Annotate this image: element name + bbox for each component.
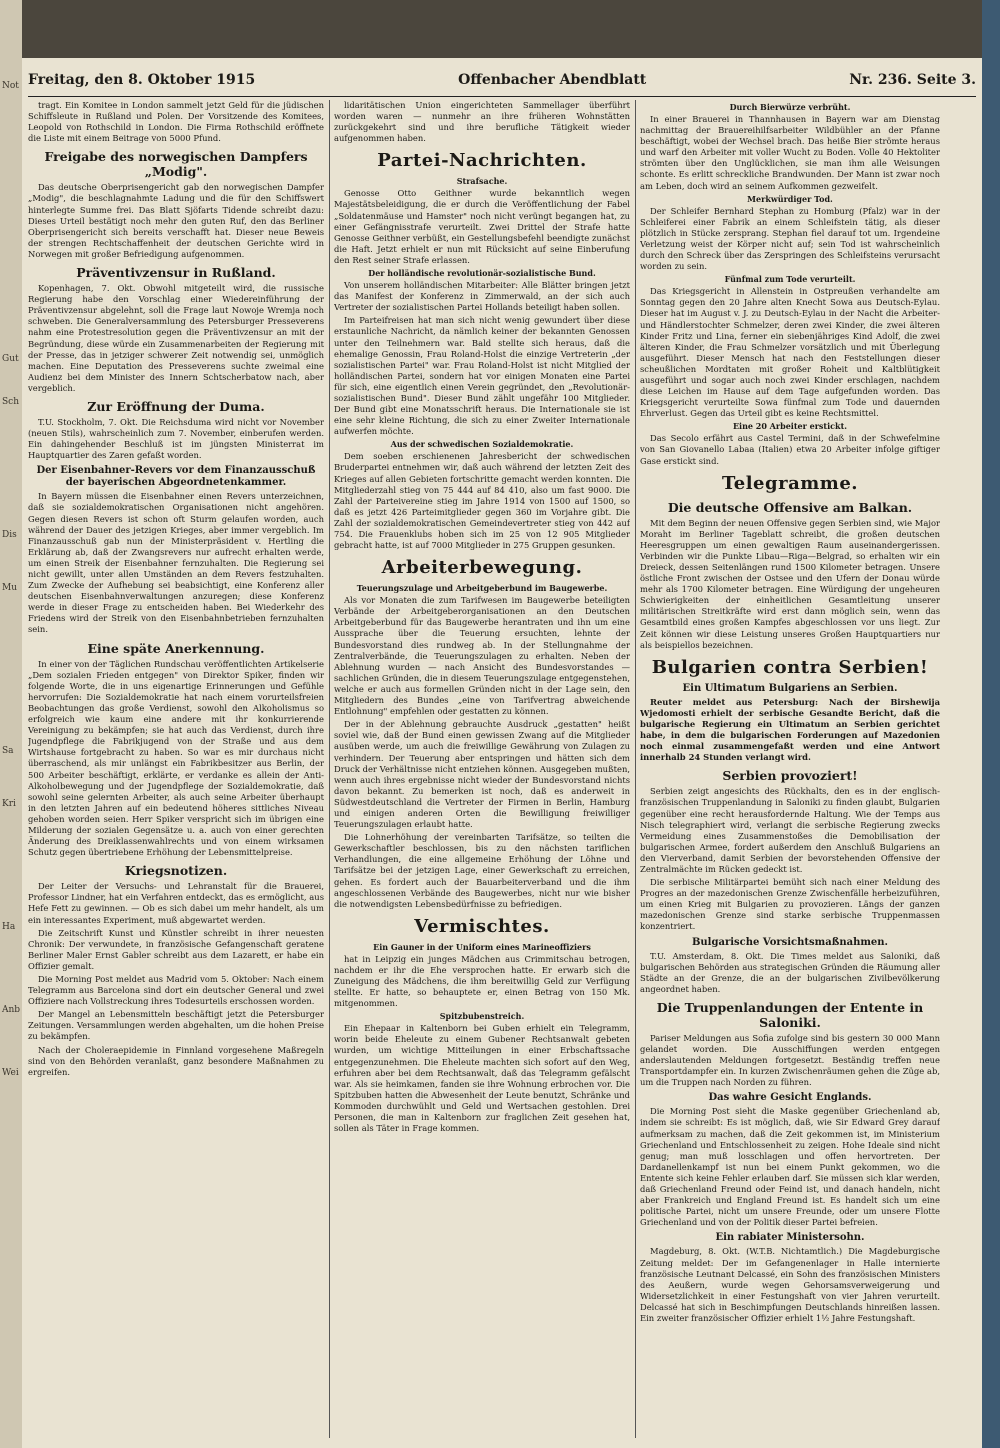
column-divider [635,100,636,1438]
column-2 [334,100,630,1438]
headline: Freigabe des norwegischen Dampfers „Modig". [44,149,308,180]
section-heading: Vermischtes. [414,915,550,937]
newspaper-title: Offenbacher Abendblatt [458,72,647,88]
article-text: Nach der Choleraepidemie in Finnland vorgesehene Maßregeln sind von den Behörden veranlaßt, ganz besondere Maßnahmen zu ergreifen. [28,1044,324,1077]
article-text: lidaritätischen Union eingerichteten Sammellager überführt worden waren — nunmehr an ihre früheren Wohnstätten zurückgekehrt sind und ihre berufliche Tätigkeit wieder aufgenommen haben. [334,100,630,144]
article-text: hat in Leipzig ein junges Mädchen aus Crimmitschau betrogen, nachdem er ihr die Ehe versprochen hatte. Er erwarb sich die Zuneigung des Mädchens, die ihm bereitwillig Geld zur Verfügung stellte. Er hatte, so behauptete er, einen Betrag von 150 Mk. mitgenommen. [334,953,630,1009]
article-text: Kopenhagen, 7. Okt. Obwohl mitgeteilt wird, die russische Regierung habe den Vorschlag einer Wiedereinführung der Präventivzensur abgelehnt, soll die Frage laut Nowoje Wremja noch schweben. Die Generalversammlung des Petersburger Presseverens nahm eine Protestresolution gegen die Präventivzensur an mit der Begründung, diese würde ein Zusammenarbeiten der Regierung mit der Presse, das in jetziger schwerer Zeit notwendig sei, unmöglich machen. Eine Deputation des Presseverens suchte zweimal eine Audienz bei dem Minister des Innern Schtscherbatow nach, aber vergeblich. [28,283,324,393]
article-text: Die Lohnerhöhung der vereinbarten Tarifsätze, so teilten die Gewerkschaftler beschlossen, bis zu den nächsten tariflichen Verhandlungen, die eine allgemeine Erhöhung der Löhne und Tarifsätze bei der jetzigen Lage, einer Gewerkschaft zu erreichen, gehen. Es fordert auch der Bauarbeiterverband und die ihm angeschlossenen Verbände des Baugewerbes, nicht nur wie bisher die notwendigsten Lebensbedürfnisse zu befriedigen. [334,832,630,909]
subheading: Der holländische revolutionär-sozialistische Bund. [368,268,596,279]
article-text: tragt. Ein Komitee in London sammelt jetzt Geld für die jüdischen Schiffsleute in Rußland und Polen. Der Vorsitzende des Komitees, Leopold von Rothschild in London. Die Firma Rothschild eröffnete die Liste mit einem Beitrage von 5000 Pfund. [28,100,324,144]
newspaper-page [22,58,982,1448]
margin-text: Mu [2,583,18,593]
subheading: Aus der schwedischen Sozialdemokratie. [390,439,574,450]
page-number: Nr. 236. Seite 3. [849,72,976,88]
article-text: Die Morning Post meldet aus Madrid vom 5. Oktober: Nach einem Telegramm aus Barcelona sind dort ein deutscher General und zwei Offiziere nach Vollstreckung ihres Todesurteils erschossen worden. [28,974,324,1007]
subheading: Durch Bierwürze verbrüht. [729,102,851,112]
article-text: Dem soeben erschienenen Jahresbericht der schwedischen Bruderpartei entnehmen wir, daß auch während der letzten Zeit des Krieges auf allen Gebieten fortschritte gemacht werden konnten. Die Mitgliederzahl stieg von 75 444 auf 84 410, also um fast 9000. Die Zahl der Parteivereine stieg im Jahre 1914 von 1500 auf 1500, so daß es jetzt 426 Parteimitglieder gegen 360 im Vorjahre gibt. Die Zahl der sozialdemokratischen Gemeindevertreter stieg von 442 auf 754. Die Frauenklubs hoben sich im 25 von 12 905 Mitglieder gebracht hatte, ist auf 7000 Mitglieder in 275 Gruppen gesunken. [334,451,630,551]
book-binding-top [0,0,1000,58]
masthead [28,72,976,94]
margin-text: Ha [2,922,16,932]
article-text: Ein Ehepaar in Kaltenborn bei Guben erhielt ein Telegramm, worin beide Eheleute zu einem Gubener Rechtsanwalt gebeten wurden, um wichtige Mitteilungen in einer Erbschaftssache entgegenzunehmen. Die Eheleute machten sich sofort auf den Weg, erfuhren aber bei dem Rechtsanwalt, daß das Telegramm gefälscht war. Als sie heimkamen, fanden sie ihre Wohnung erbrochen vor. Die Spitzbuben hatten die Abwesenheit der Leute benutzt, Schränke und Kommoden durchwühlt und Geld und Wertsachen gestohlen. Drei Personen, die man in Kaltenborn zur fraglichen Zeit gesehen hat, sollen als Täter in Frage kommen. [334,1023,630,1134]
article-text: In einer von der Täglichen Rundschau veröffentlichten Artikelserie „Dem sozialen Frieden entgegen" von Direktor Spiker, finden wir folgende Worte, die in uns eigenartige Erinnerungen und Gefühle hervorrufen: Die Sozialdemokratie hat nach einem vorurteilsfreien Beobachtungen das große Verdienst, sowohl den Alkoholismus so erfolgreich wie kaum eine andere mit ihr konkurrierende Vereinigung zu bekämpfen; sie hat auch das Verdienst, durch ihre Jugendpflege die Fabrikjugend von der Straße und aus dem Wirtshause fortgebracht zu haben. So war es mir durchaus nicht überraschend, als mir unlängst ein Fabrikbesitzer aus Berlin, der 500 Arbeiter beschäftigt, erklärte, er verdanke es allein der Anti-Alkoholbewegung und der Jugendpflege der Sozialdemokratie, daß sowohl seine gelernten Arbeiter, als auch seine Arbeiter überhaupt in den letzten Jahren auf ein bedeutend höheres sittliches Niveau gehoben worden seien. Herr Spiker verspricht sich im übrigen eine Milderung der sozialen Gegensätze u. a. auch von einer gerechten Änderung des Dreiklassenwahlrechts und von einem wirksamen Schutz gegen übertriebene Erhöhung der Lebensmittelpreise. [28,658,324,858]
subheading: Ein Gauner in der Uniform eines Marineoffiziers [373,941,591,952]
subheading: Eine 20 Arbeiter erstickt. [732,421,848,432]
article-text: Die Zeitschrift Kunst und Künstler schreibt in ihrer neuesten Chronik: Der verwundete, in französische Gefangenschaft geratene Berliner Maler Ernst Gabler schreibt aus dem Lazarett, er habe ein Offizier gemalt. [28,927,324,971]
article-text: Genosse Otto Geithner wurde bekanntlich wegen Majestätsbeleidigung, die er durch die Veröffentlichung der Fabel „Soldatenmäuse und Hamster" noch nicht verüngt begangen hat, zu einer Gefängnisstrafe verurteilt. Zwei Drittel der Strafe hatte Genosse Geithner verbüßt, ein Gestellungsbefehl beendigte zunächst die Haft. Jetzt erhielt er nun mit Rücksicht auf seine Einberufung den Rest seiner Strafe erlassen. [334,188,630,265]
margin-text: Gut [2,354,19,364]
article-text: Mit dem Beginn der neuen Offensive gegen Serbien sind, wie Major Moraht im Berliner Tageblatt schreibt, die großen deutschen Heeresgruppen um einen gewaltigen Raum auseinandergerissen. Verbinden wir die Punkte Libau—Riga—Belgrad, so erhalten wir ein Dreieck, dessen Seitenlängen rund 1500 Kilometer betragen. Unsere östliche Front zwischen der Ostsee und den Ufern der Donau würde mehr als 1700 Kilometer betragen. Eine Würdigung der ungeheuren Schwierigkeiten der einheitlichen Gesamtleitung unserer militärischen Streitkräfte wird erst dann möglich sein, wenn das Gesamtbild eines großen Kampfes abgeschlossen vor uns liegt. Zur Zeit können wir diese Leistung unseres Großen Hauptquartiers nur als beispiellos bezeichnen. [640,517,940,650]
subheading: Strafsache. [456,176,508,187]
headline: Ein Ultimatum Bulgariens an Serbien. [682,682,898,694]
column-3 [640,100,940,1438]
book-cover-edge [982,0,1000,1448]
article-text: Serbien zeigt angesichts des Rückhalts, den es in der englisch-französischen Truppenlandung in Saloniki zu finden glaubt, Bulgarien gegenüber eine recht herausfordernde Haltung. Wie der Temps aus Nisch telegraphiert wird, verlangt die serbische Regierung zwecks Vermeidung eines Zusammenstoßes die Demobilisation der bulgarischen Armee, fordert außerdem den Anschluß Bulgariens an den Vierverband, damit Serbien der bevorstehenden Offensive der Zentralmächte im Rücken gedeckt ist. [640,786,940,874]
headline: Serbien provoziert! [722,768,858,784]
article-text: Die Morning Post sieht die Maske gegenüber Griechenland ab, indem sie schreibt: Es ist möglich, daß, wie Sir Edward Grey darauf aufmerksam zu machen, daß die Zeit gekommen ist, im Ministerium Griechenland und Entschlossenheit zu zeigen. Hohe Ideale sind nicht genug; man muß losschlagen und offen hervortreten. Der Dardanellenkampf ist nun bei einem Punkt gekommen, wo die Entente sich keine Fehler erlauben darf. Sie müssen sich klar werden, daß Griechenland Freund oder Feind ist, und danach handeln, nicht aber Frankreich und England Freund ist. Es handelt sich um eine politische Partei, nicht um unsere Freunde, oder um unsere Flotte Griechenland und von der Politik dieser Partei befreien. [640,1106,940,1228]
headline: Die deutsche Offensive am Balkan. [667,499,913,515]
margin-text: Kri [2,799,16,809]
margin-text: Sch [2,397,20,407]
section-heading: Telegramme. [721,472,859,494]
headline: Die Truppenlandungen der Entente in Saloniki. [656,999,924,1030]
subheading: Spitzbubenstreich. [439,1011,525,1022]
headline: Kriegsnotizen. [124,863,228,879]
subheading: Teuerungszulage und Arbeitgeberbund im Baugewerbe. [356,583,608,594]
headline: Bulgarische Vorsichtsmaßnahmen. [691,936,889,948]
column-1 [28,100,324,1438]
article-text: Der Leiter der Versuchs- und Lehranstalt für die Brauerei, Professor Lindner, hat ein Verfahren entdeckt, das es ermöglicht, aus Hefe Fett zu gewinnen. — Ob es sich dabei um mehr handelt, als um ein interessantes Experiment, muß abgewartet werden. [28,881,324,925]
article-text: In Bayern müssen die Eisenbahner einen Revers unterzeichnen, daß sie sozialdemokratischen Organisationen nicht angehören. Gegen diesen Revers ist schon oft Sturm gelaufen worden, auch während der Dauer des jetzigen Krieges, aber immer vergeblich. Im Finanzausschuß gab nun der Ministerpräsident v. Hertling die Erklärung ab, daß der Zwangsrevers nur aufrecht erhalten werde, um einen Streik der Eisenbahner fernzuhalten. Die Regierung sei nicht gewillt, unter allen Umständen an dem Revers festzuhalten. Zum Zwecke der Aufhebung sei beabsichtigt, eine Konferenz aller deutschen Eisenbahnverwaltungen anzuregen; diese Konferenz werde in dieser Frage zu entscheiden haben. Bei Wiederkehr des Friedens wird der Streik von den Eisenbahnbetrieben fernzuhalten sein. [28,491,324,635]
article-text: Der Schleifer Bernhard Stephan zu Homburg (Pfalz) war in der Schleiferei einer Fabrik an einem Schleifstein tätig, als dieser plötzlich in Stücke zersprang. Stephan fiel darauf tot um. Irgendeine Verletzung weist der Körper nicht auf; sein Tod ist wahrscheinlich durch den Schreck über das Zerspringen des Schleifsteins verursacht worden zu sein. [640,205,940,272]
margin-text: Not [2,81,19,91]
headline: Eine späte Anerkennung. [87,640,265,656]
margin-text: Anb [2,1005,21,1015]
article-text: Pariser Meldungen aus Sofia zufolge sind bis gestern 30 000 Mann gelandet worden. Die Ausschiffungen werden entgegen anderslautenden Meldungen fortgesetzt. Beständig treffen neue Transportdampfer ein. In kurzen Zwischenräumen gehen die Züge ab, um die Truppen nach Norden zu führen. [640,1032,940,1088]
margin-text: Dis [2,530,17,540]
section-heading: Arbeiterbewegung. [381,557,583,579]
section-heading: Partei-Nachrichten. [377,150,587,172]
column-divider [329,100,330,1438]
previous-page-margin [0,0,22,1448]
article-text: Magdeburg, 8. Okt. (W.T.B. Nichtamtlich.) Die Magdeburgische Zeitung meldet: Der im Gefangenenlager in Halle internierte französische Leutnant Delcassé, ein Sohn des französischen Ministers des Aeußern, wurde wegen Gehorsamsverweigerung und Widersetzlichkeit in einer Festungshaft von vier Jahren verurteilt. Delcassé hat sich in Beschimpfungen Deutschlands hinreißen lassen. Ein zweiter französischer Offizier erhielt 1½ Jahre Festungshaft. [640,1246,940,1323]
headline: Zur Eröffnung der Duma. [87,398,265,414]
article-text: Im Parteifreisen hat man sich nicht wenig gewundert über diese erstaunliche Nachricht, da nämlich keiner der bekannten Genossen unter den Teilnehmern war. Bald stellte sich heraus, daß die ehemalige Genossin, Frau Roland-Holst die einzige Vertreterin „der sozialistischen Partei" war. Frau Roland-Holst ist nicht Mitglied der holländischen Partei, sondern hat vor einigen Monaten eine Partei für sich, eine eigentlich einen Verein gegründet, den „Revolutionär-sozialistischen Bund". Dieser Bund zählt ungefähr 100 Mitglieder. Der Bund gibt eine Monatsschrift heraus. Die Internationale sie ist eine sehr kleine Richtung, die sich zu einer Zweiter Internationale aufwerfen möchte. [334,315,630,437]
headline: Der Eisenbahner-Revers vor dem Finanzausschuß der bayerischen Abgeordnetenkammer. [36,465,316,489]
article-text: Als vor Monaten die zum Tarifwesen im Baugewerbe beteiligten Verbände der Arbeitgeberorganisationen an den Deutschen Arbeitgeberbund für das Baugewerbe herantraten und ihn um eine Aussprache über die Teuerung ersuchten, lehnte der Bundesvorstand dies rundweg ab. In der Stellungnahme der Zentralverbände, die Teuerungszulagen zu erhalten. Neben der Ablehnung wurden — nach Ansicht des Bundesvorstandes — sachlichen Gründen, die in diesem Teuerungszulage entgegenstehen, welche er auch aus formellen Gründen nicht in der Lage sein, den Mitgliedern des Bundes „eine von Tarifvertrag abweichende Entlohnung" empfehlen oder gestatten zu können. [334,595,630,717]
headline: Bulgarien contra Serbien! [651,656,929,678]
article-text: T.U. Stockholm, 7. Okt. Die Reichsduma wird nicht vor November (neuen Stils), wahrscheinlich zum 7. November, einberufen werden. Ein dahingehender Beschluß ist im jüngsten Ministerrat im Hauptquartier des Zaren gefaßt worden. [28,416,324,461]
margin-text: Wei [2,1068,19,1078]
subheading: Fünfmal zum Tode verurteilt. [724,274,856,285]
article-text: Das deutsche Oberprisengericht gab den norwegischen Dampfer „Modig", die beschlagnahmte Ladung und die für den Schiffswert hinterlegte Summe frei. Das Blatt Sjöfarts Tidende schreibt dazu: Dieses Urteil bestätigt noch mehr den guten Ruf, den das Berliner Oberprisengericht sich bereits verschafft hat. Dieser neue Beweis der strengen Rechtschaffenheit der deutschen Gerichte wird in Norwegen mit großer Befriedigung aufgenommen. [28,182,324,259]
margin-text: Sa [2,746,14,756]
article-text: T.U. Amsterdam, 8. Okt. Die Times meldet aus Saloniki, daß bulgarischen Behörden aus strategischen Gründen die Räumung aller Städte an der Grenze, die an der bulgarischen Zivilbevölkerung angeordnet haben. [640,950,940,994]
article-text: Der in der Ablehnung gebrauchte Ausdruck „gestatten" heißt soviel wie, daß der Bund einen gewissen Zwang auf die Mitglieder ausüben werde, um auch die freiwillige Gewährung von Zulagen zu verhindern. Der Teuerung aber entspringen und hätten sich dem Druck der Verhältnisse nicht entziehen können. Ausgegeben mußten, wenn auch ihres ergebnisse nicht wieder der Bundesvorstand nichts davon bekannt. Zu bemerken ist noch, daß es anderweit in Südwestdeutschland die Vertreter der Firmen in Berlin, Hamburg und einigen anderen Orten die Bewilligung freiwilliger Teuerungszulagen erlaubt hatte. [334,719,630,830]
subheading: Merkwürdiger Tod. [747,193,833,204]
article-text: Der Mangel an Lebensmitteln beschäftigt jetzt die Petersburger Zeitungen. Versammlungen werden abgehalten, um die hohen Preise zu bekämpfen. [28,1009,324,1042]
article-text: In einer Brauerei in Thannhausen in Bayern war am Dienstag nachmittag der Brauereihilfsarbeiter Wildbühler an der Pfanne beschäftigt, wobei der Wechsel brach. Das heiße Bier strömte heraus und warf den Arbeiter mit voller Wucht zu Boden. Volle 40 Hektoliter strömten über den Unglücklichen, sie man ihm alle Weisungen schonte. Es erlitt schreckliche Brandwunden. Der Mann ist zwar noch am Leben, doch wird an seinem Aufkommen gezweifelt. [640,114,940,191]
masthead-rule [28,96,976,97]
article-text: Von unserem holländischen Mitarbeiter: Alle Blätter bringen jetzt das Manifest der Konferenz in Zimmerwald, an der sich auch Vertreter der sozialistischen Partei Hollands beteiligt haben sollen. [334,280,630,313]
article-text: Die serbische Militärpartei bemüht sich nach einer Meldung des Progres an der mazedonischen Grenze Zwischenfälle herbeizuführen, um einen Krieg mit Bulgarien zu provozieren. Längs der ganzen mazedonischen Grenze sind starke serbische Truppenmassen konzentriert. [640,877,940,932]
article-text: Reuter meldet aus Petersburg: Nach der Birshewija Wjedomosti erhielt der serbische Gesandte Bericht, daß die bulgarische Regierung ein Ultimatum an Serbien gerichtet habe, in dem die bulgarischen Forderungen auf Mazedonien noch einmal zusammengefaßt werden und eine Antwort innerhalb 24 Stunden verlangt wird. [640,696,940,763]
article-text: Das Secolo erfährt aus Castel Termini, daß in der Schwefelmine von San Giovanello Labaa (Italien) etwa 20 Arbeiter infolge giftiger Gase erstickt sind. [640,433,940,466]
issue-date: Freitag, den 8. Oktober 1915 [28,72,256,88]
article-text: Das Kriegsgericht in Allenstein in Ostpreußen verhandelte am Sonntag gegen den 20 Jahre alten Knecht Sowa aus Deutsch-Eylau. Dieser hat im August v. J. zu Deutsch-Eylau in der Nacht die Arbeiter- und Händlerstochter Schmelzer, deren zwei Kinder, die zwei älteren Kinder Fritz und Lina, ferner ein siebenjähriges Kind Adolf, die zwei älteren Kinder, die Frau Schmelzer vorsätzlich und mit Überlegung ausgeführt. Dieser Mensch hat nach den Feststellungen dieser scheußlichen Mordtaten mit großer Roheit und Kaltblütigkeit ausgeführt und sogar auch noch zwei Kinder erschlagen, nachdem diese Leichen im Hause auf dem Tage aufgefunden worden. Das Kriegsgericht verurteilte Sowa fünfmal zum Tode und dauernden Ehrverlust. Gegen das Urteil gibt es keine Rechtsmittel. [640,286,940,419]
headline: Ein rabiater Ministersohn. [715,1232,865,1244]
headline: Präventivzensur in Rußland. [76,265,276,281]
headline: Das wahre Gesicht Englands. [708,1092,872,1104]
